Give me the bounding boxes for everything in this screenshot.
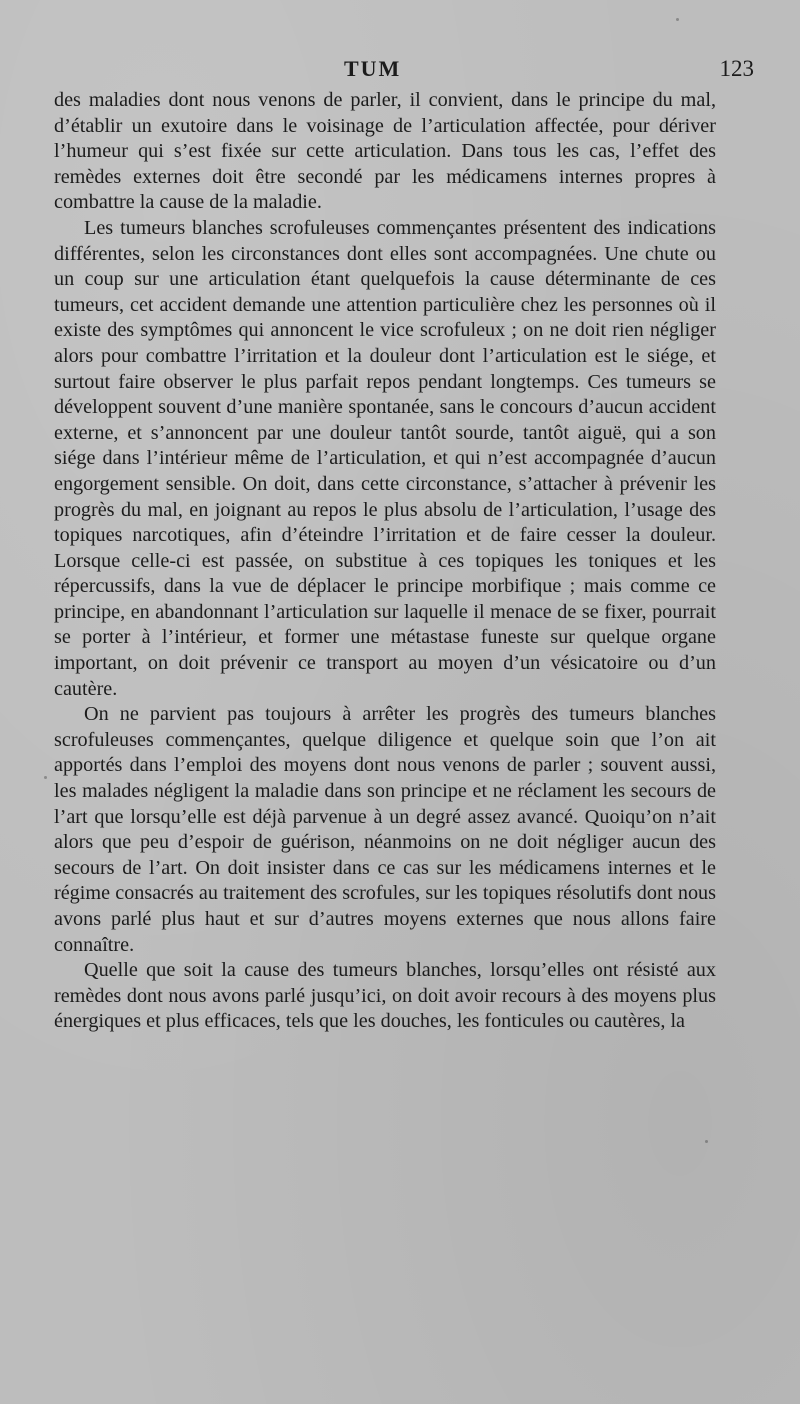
page-number: 123	[719, 56, 754, 81]
body-text	[54, 88, 716, 1035]
page-header	[54, 56, 754, 86]
paragraph-tumeurs-blanches: Les tumeurs blanches scrofuleuses commençantes présentent des indications différentes, selon les circonstances dont elles sont accompagnées. Une chute ou un coup sur une articulation étant quelquefois la cause déterminante de ces tumeurs, cet accident demande une attention particulière chez les personnes où il existe des symptômes qui annoncent le vice scrofuleux ; on ne doit rien négliger alors pour combattre l’irritation et la douleur dont l’articulation est le siége, et surtout faire observer le plus parfait repos pendant longtemps. Ces tumeurs se développent souvent d’une manière spontanée, sans le concours d’aucun accident externe, et s’annoncent par une douleur tantôt sourde, tantôt aiguë, qui a son siége dans l’intérieur même de l’articulation, et qui n’est accompagnée d’aucun engorgement sensible. On doit, dans cette circonstance, s’attacher à prévenir les progrès du mal, en joignant au repos le plus absolu de l’articulation, l’usage des topiques narcotiques, afin d’éteindre l’irritation et de faire cesser la douleur. Lorsque celle-ci est passée, on substitue à ces topiques les toniques et les répercussifs, dans la vue de déplacer le principe morbifique ; mais comme ce principe, en abandonnant l’articulation sur laquelle il menace de se fixer, pourrait se porter à l’intérieur, et former une métastase funeste sur quelque organe important, on doit prévenir ce transport au moyen d’un vésicatoire ou d’un cautère.	[54, 216, 716, 700]
paper-speck	[676, 18, 679, 21]
paper-speck	[705, 1140, 708, 1143]
paragraph-progres: On ne parvient pas toujours à arrêter les progrès des tumeurs blanches scrofuleuses commençantes, quelque diligence et quelque soin que l’on ait apportés dans l’emploi des moyens dont nous venons de parler ; souvent aussi, les malades négligent la maladie dans son principe et ne réclament les secours de l’art que lorsqu’elle est déjà parvenue à un degré assez avancé. Quoiqu’on n’ait alors que peu d’espoir de guérison, néanmoins on ne doit négliger aucun des secours de l’art. On doit insister dans ce cas sur les médicamens internes et le régime consacrés au traitement des scrofules, sur les topiques résolutifs dont nous avons parlé plus haut et sur d’autres moyens externes que nous allons faire connaître.	[54, 703, 716, 956]
running-head: TUM	[344, 56, 402, 81]
paper-speck	[44, 776, 47, 779]
paragraph-continuation: des maladies dont nous venons de parler, il convient, dans le principe du mal, d’établir un exutoire dans le voisinage de l’articulation affectée, pour dériver l’humeur qui s’est fixée sur cette articulation. Dans tous les cas, l’effet des remèdes externes doit être secondé par les médicamens internes propres à combattre la cause de la maladie.	[54, 89, 716, 214]
paragraph-moyens-energiques: Quelle que soit la cause des tumeurs blanches, lorsqu’elles ont résisté aux remèdes dont nous avons parlé jusqu’ici, on doit avoir recours à des moyens plus énergiques et plus efficaces, tels que les douches, les fonticules ou cautères, la	[54, 959, 716, 1033]
